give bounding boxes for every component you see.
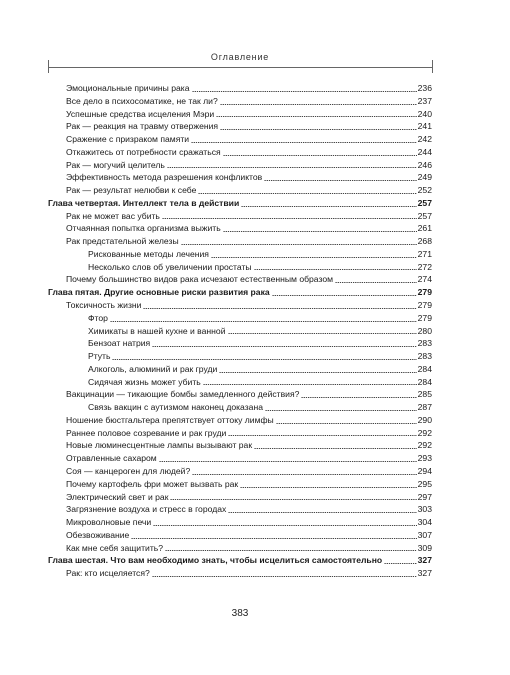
dot-leader [240, 487, 417, 488]
toc-entry-page: 303 [417, 504, 432, 515]
toc-entry-title: Эффективность метода разрешения конфликтов [66, 172, 263, 183]
toc-entry [48, 120, 432, 133]
toc-entry-page: 271 [417, 248, 432, 259]
toc-entry-title: Загрязнение воздуха и стресс в городах [66, 504, 227, 515]
toc-entry [48, 427, 432, 440]
dot-leader [220, 129, 417, 130]
toc-entry [48, 146, 432, 159]
toc-entry [48, 376, 432, 389]
toc-entry-title: Рак предстательной железы [66, 236, 179, 247]
toc-entry-page: 280 [417, 325, 432, 336]
toc-entry-page: 287 [417, 402, 432, 413]
toc-entry-title: Рискованные методы лечения [88, 248, 209, 259]
toc-entry [48, 171, 432, 184]
dot-leader [265, 410, 417, 411]
toc-entry-page: 293 [417, 453, 432, 464]
dot-leader [254, 448, 417, 449]
toc-entry-title: Почему картофель фри может вызвать рак [66, 478, 239, 489]
toc-entry [48, 235, 432, 248]
toc-entry-title: Обезвоживание [66, 529, 130, 540]
toc-entry [48, 503, 432, 516]
toc-entry [48, 325, 432, 338]
toc-entry-page: 279 [417, 312, 432, 323]
toc-entry-page: 284 [417, 363, 432, 374]
toc-entry-title: Алкоголь, алюминий и рак груди [88, 363, 218, 374]
dot-leader [228, 512, 416, 513]
dot-leader [223, 231, 417, 232]
toc-entry-title: Рак — результат нелюбви к себе [66, 185, 197, 196]
dot-leader [223, 155, 417, 156]
toc-entry [48, 261, 432, 274]
toc-entry-page: 309 [417, 542, 432, 553]
dot-leader [112, 359, 416, 360]
toc-entry-page: 249 [417, 172, 432, 183]
toc-entry-title: Рак — могучий целитель [66, 159, 165, 170]
toc-entry [48, 452, 432, 465]
toc-entry [48, 273, 432, 286]
toc-entry-title: Отчаянная попытка организма выжить [66, 223, 221, 234]
toc-entry-title: Соя — канцероген для людей? [66, 465, 191, 476]
dot-leader [219, 372, 416, 373]
toc-entry-page: 297 [417, 491, 432, 502]
toc-entry-page: 294 [417, 465, 432, 476]
toc-entry-page: 246 [417, 159, 432, 170]
toc-entry-page: 241 [417, 121, 432, 132]
toc-entry-title: Рак — реакция на травму отвержения [66, 121, 219, 132]
dot-leader [228, 435, 416, 436]
toc-entry-page: 285 [417, 389, 432, 400]
toc-entry [48, 439, 432, 452]
toc-entry [48, 222, 432, 235]
toc-entry [48, 337, 432, 350]
toc-entry-page: 284 [417, 376, 432, 387]
toc-chapter-entry [48, 286, 432, 299]
toc-entry-title: Эмоциональные причины рака [66, 83, 190, 93]
toc-entry-title: Ношение бюстгальтера препятствует оттоку лимфы [66, 414, 274, 425]
dot-leader [159, 461, 417, 462]
toc-entry-page: 327 [417, 568, 432, 579]
toc-entry [48, 133, 432, 146]
toc-entry-title: Рак не может вас убить [66, 210, 160, 221]
table-of-contents [48, 82, 432, 580]
toc-entry-title: Электрический свет и рак [66, 491, 169, 502]
dot-leader [152, 346, 416, 347]
toc-entry [48, 95, 432, 108]
toc-entry-page: 242 [417, 134, 432, 145]
dot-leader [203, 384, 417, 385]
dot-leader [181, 244, 417, 245]
toc-entry [48, 312, 432, 325]
toc-entry-page: 292 [417, 440, 432, 451]
dot-leader [162, 218, 417, 219]
toc-entry-title: Химикаты в нашей кухне и ванной [88, 325, 226, 336]
dot-leader [153, 525, 416, 526]
toc-entry [48, 350, 432, 363]
dot-leader [276, 423, 417, 424]
dot-leader [192, 91, 417, 92]
toc-entry-page: 268 [417, 236, 432, 247]
toc-entry [48, 465, 432, 478]
toc-entry [48, 491, 432, 504]
toc-entry [48, 401, 432, 414]
toc-entry-title: Почему большинство видов рака исчезают естественным образом [66, 274, 334, 285]
toc-entry-title: Рак: кто исцеляется? [66, 568, 150, 579]
dot-leader [198, 193, 416, 194]
dot-leader [110, 321, 417, 322]
toc-entry-title: Вакцинации — тикающие бомбы замедленного действия? [66, 389, 300, 400]
toc-entry [48, 108, 432, 121]
toc-entry-title: Ртуть [88, 351, 111, 362]
toc-entry-page: 279 [417, 287, 432, 298]
toc-chapter-entry [48, 197, 432, 210]
dot-leader [192, 474, 416, 475]
toc-entry-page: 236 [417, 83, 432, 93]
dot-leader [228, 333, 417, 334]
toc-entry [48, 542, 432, 555]
toc-entry-title: Раннее половое созревание и рак груди [66, 427, 227, 438]
toc-entry-title: Связь вакцин с аутизмом наконец доказана [88, 402, 263, 413]
toc-entry-title: Микроволновые печи [66, 517, 152, 528]
toc-entry [48, 414, 432, 427]
toc-entry-title: Глава четвертая. Интеллект тела в действии [48, 197, 240, 208]
toc-entry-page: 244 [417, 146, 432, 157]
toc-entry [48, 529, 432, 542]
toc-entry-page: 257 [417, 210, 432, 221]
toc-entry-page: 283 [417, 338, 432, 349]
dot-leader [167, 167, 417, 168]
toc-entry-page: 257 [417, 197, 432, 208]
toc-chapter-entry [48, 554, 432, 567]
toc-entry [48, 159, 432, 172]
dot-leader [165, 550, 417, 551]
toc-entry-page: 279 [417, 300, 432, 311]
toc-entry-title: Несколько слов об увеличении простаты [88, 261, 252, 272]
toc-entry-page: 307 [417, 529, 432, 540]
dot-leader [143, 308, 416, 309]
toc-entry-title: Бензоат натрия [88, 338, 151, 349]
toc-entry-page: 252 [417, 185, 432, 196]
dot-leader [211, 257, 417, 258]
dot-leader [384, 563, 416, 564]
toc-entry-page: 295 [417, 478, 432, 489]
dot-leader [220, 104, 417, 105]
toc-entry-page: 283 [417, 351, 432, 362]
toc-entry-page: 304 [417, 517, 432, 528]
dot-leader [241, 206, 416, 207]
dot-leader [264, 180, 416, 181]
toc-entry-title: Все дело в психосоматике, не так ли? [66, 95, 218, 106]
header-rule-right-tick [432, 60, 433, 73]
toc-entry-title: Глава шестая. Что вам необходимо знать, чтобы исцелиться самостоятельно [48, 555, 383, 566]
toc-entry-page: 290 [417, 414, 432, 425]
dot-leader [152, 576, 417, 577]
toc-entry-title: Как мне себя защитить? [66, 542, 164, 553]
toc-entry-page: 274 [417, 274, 432, 285]
header-rule [48, 67, 432, 68]
toc-entry-page: 292 [417, 427, 432, 438]
dot-leader [254, 269, 417, 270]
toc-entry-page: 272 [417, 261, 432, 272]
toc-entry-title: Токсичность жизни [66, 300, 142, 311]
toc-entry [48, 184, 432, 197]
toc-entry [48, 478, 432, 491]
toc-entry-title: Глава пятая. Другие основные риски развития рака [48, 287, 270, 298]
dot-leader [301, 397, 416, 398]
dot-leader [191, 142, 417, 143]
toc-entry-title: Откажитесь от потребности сражаться [66, 146, 221, 157]
dot-leader [335, 282, 417, 283]
toc-entry-title: Успешные средства исцеления Мэри [66, 108, 215, 119]
dot-leader [131, 538, 416, 539]
toc-entry [48, 82, 432, 95]
page-number: 383 [231, 608, 249, 619]
toc-entry [48, 388, 432, 401]
toc-entry-title: Новые люминесцентные лампы вызывают рак [66, 440, 253, 451]
toc-entry-title: Отравленные сахаром [66, 453, 157, 464]
toc-entry [48, 210, 432, 223]
toc-entry-page: 237 [417, 95, 432, 106]
toc-entry-page: 240 [417, 108, 432, 119]
toc-entry-title: Фтор [88, 312, 108, 323]
running-header: Оглавление [210, 52, 270, 62]
toc-entry [48, 248, 432, 261]
toc-entry [48, 299, 432, 312]
toc-entry-title: Сражение с призраком памяти [66, 134, 190, 145]
dot-leader [216, 116, 416, 117]
toc-entry [48, 516, 432, 529]
toc-entry-page: 327 [417, 555, 432, 566]
toc-entry-title: Сидячая жизнь может убить [88, 376, 201, 387]
dot-leader [272, 295, 417, 296]
toc-entry-page: 261 [417, 223, 432, 234]
toc-entry [48, 567, 432, 580]
toc-entry [48, 363, 432, 376]
dot-leader [170, 499, 416, 500]
